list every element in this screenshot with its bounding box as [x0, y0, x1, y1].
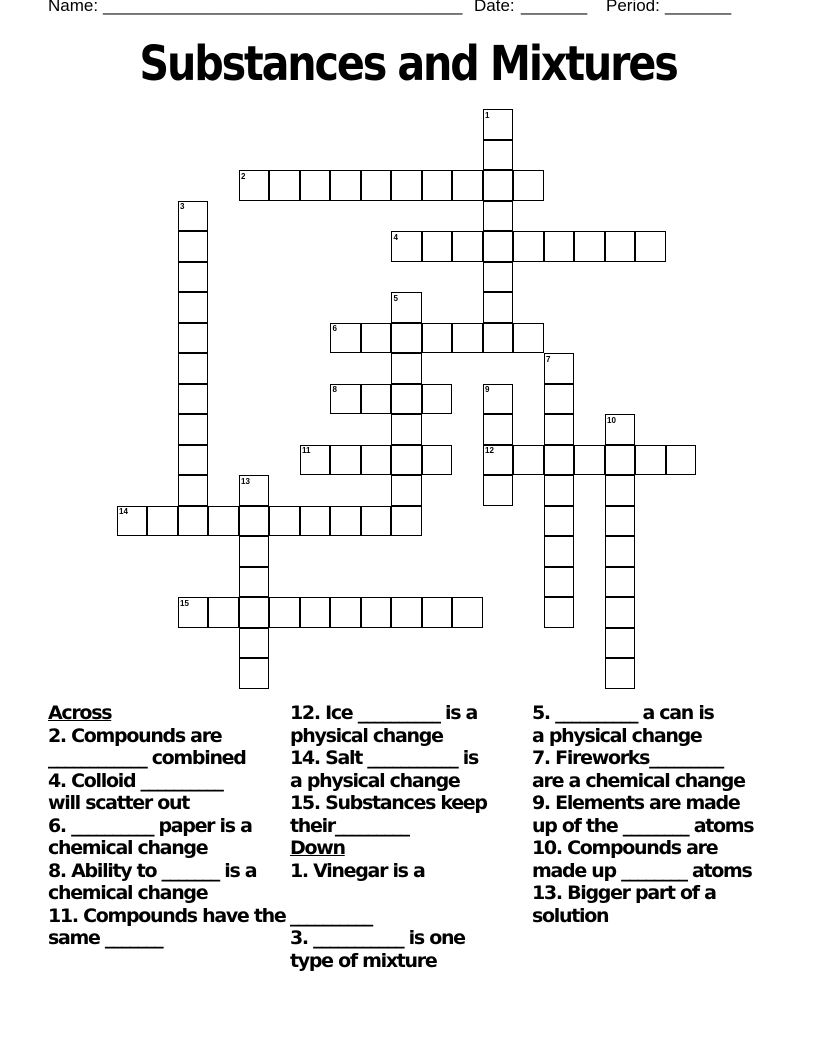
- crossword-cell[interactable]: [330, 506, 361, 537]
- crossword-cell[interactable]: [178, 597, 209, 628]
- clue-line: __________: [290, 904, 373, 927]
- clue-number: 13: [241, 476, 250, 486]
- clue-number: 14: [119, 507, 128, 516]
- crossword-cell[interactable]: [208, 597, 239, 628]
- clue-line: their_________: [290, 814, 409, 837]
- crossword-cell[interactable]: [239, 597, 270, 628]
- clue-number: 8: [332, 385, 337, 394]
- worksheet-title: Substances and Mixtures: [139, 36, 677, 92]
- crossword-cell[interactable]: [452, 597, 483, 628]
- clue-line: made up ________ atoms: [532, 859, 752, 882]
- crossword-cell[interactable]: [117, 506, 148, 537]
- period-line[interactable]: _______: [665, 0, 732, 15]
- crossword-cell[interactable]: [544, 506, 575, 537]
- crossword-cell[interactable]: [605, 506, 636, 537]
- crossword-cell[interactable]: [483, 475, 514, 506]
- crossword-cell[interactable]: [635, 231, 666, 262]
- crossword-cell[interactable]: [361, 384, 392, 415]
- clue-line: a physical change: [532, 724, 702, 747]
- crossword-cell[interactable]: [330, 597, 361, 628]
- crossword-cell[interactable]: [422, 597, 453, 628]
- clue-line: 4. Colloid __________: [48, 769, 223, 792]
- clue-number: 15: [180, 598, 189, 608]
- crossword-cell[interactable]: [483, 414, 514, 445]
- clue-line: 2. Compounds are: [48, 724, 222, 747]
- crossword-cell[interactable]: [391, 231, 422, 262]
- crossword-cell[interactable]: [300, 597, 331, 628]
- crossword-cell[interactable]: [391, 353, 422, 384]
- date-label: Date:: [474, 0, 515, 15]
- crossword-cell[interactable]: [574, 445, 605, 476]
- crossword-cell[interactable]: [391, 597, 422, 628]
- clue-line: 14. Salt ___________ is: [290, 747, 479, 769]
- clues-column-3: [532, 702, 753, 927]
- crossword-cell[interactable]: [605, 445, 636, 476]
- clue-line: will scatter out: [48, 792, 189, 814]
- clue-line: 10. Compounds are: [532, 837, 718, 859]
- crossword-cell[interactable]: [483, 201, 514, 232]
- crossword-cell[interactable]: [330, 323, 361, 354]
- crossword-cell[interactable]: [483, 384, 514, 415]
- crossword-cell[interactable]: [391, 384, 422, 415]
- crossword-cell[interactable]: [178, 201, 209, 232]
- clue-number: 5: [393, 293, 398, 303]
- crossword-cell[interactable]: [239, 658, 270, 689]
- crossword-cell[interactable]: [300, 445, 331, 476]
- crossword-cell[interactable]: [452, 323, 483, 354]
- crossword-cell[interactable]: [178, 323, 209, 354]
- crossword-cell[interactable]: [208, 506, 239, 537]
- crossword-cell[interactable]: [605, 475, 636, 506]
- crossword-cell[interactable]: [422, 231, 453, 262]
- crossword-cell[interactable]: [483, 262, 514, 293]
- clue-line: 3. ___________ is one: [290, 927, 465, 949]
- crossword-cell[interactable]: [544, 536, 575, 567]
- crossword-cell[interactable]: [483, 231, 514, 262]
- crossword-cell[interactable]: [605, 628, 636, 659]
- clue-line: same _______: [48, 927, 163, 949]
- crossword-cell[interactable]: [605, 231, 636, 262]
- clue-number: 9: [485, 385, 490, 394]
- clue-line: 5. __________ a can is: [532, 702, 714, 724]
- crossword-cell[interactable]: [391, 475, 422, 506]
- crossword-cell[interactable]: [300, 506, 331, 537]
- crossword-cell[interactable]: [544, 567, 575, 598]
- crossword-cell[interactable]: [330, 384, 361, 415]
- crossword-cell[interactable]: [330, 170, 361, 201]
- crossword-cell[interactable]: [178, 475, 209, 506]
- crossword-cell[interactable]: [605, 414, 636, 445]
- crossword-cell[interactable]: [239, 536, 270, 567]
- clue-line: a physical change: [290, 769, 460, 792]
- clue-line: are a chemical change: [532, 769, 745, 792]
- crossword-cell[interactable]: [544, 445, 575, 476]
- crossword-cell[interactable]: [452, 231, 483, 262]
- clue-line: ____________ combined: [48, 747, 246, 769]
- crossword-cell[interactable]: [178, 445, 209, 476]
- clue-line: physical change: [290, 724, 443, 747]
- clues-column-1: [48, 702, 285, 950]
- crossword-cell[interactable]: [391, 414, 422, 445]
- crossword-cell[interactable]: [361, 597, 392, 628]
- crossword-cell[interactable]: [178, 292, 209, 323]
- crossword-cell[interactable]: [513, 170, 544, 201]
- clue-line: 8. Ability to _______ is a: [48, 859, 257, 882]
- name-line[interactable]: ______________________________________: [103, 0, 463, 15]
- crossword-cell[interactable]: [361, 170, 392, 201]
- crossword-cell[interactable]: [483, 170, 514, 201]
- crossword-cell[interactable]: [269, 170, 300, 201]
- crossword-cell[interactable]: [605, 536, 636, 567]
- clue-number: 4: [393, 232, 398, 242]
- clue-line: 7. Fireworks_________: [532, 747, 723, 769]
- crossword-cell[interactable]: [239, 567, 270, 598]
- clue-section-heading: Down: [290, 837, 345, 859]
- clue-line: solution: [532, 904, 609, 927]
- crossword-cell[interactable]: [666, 445, 697, 476]
- crossword-cell[interactable]: [239, 506, 270, 537]
- crossword-cell[interactable]: [178, 262, 209, 293]
- crossword-cell[interactable]: [483, 323, 514, 354]
- worksheet-header: [0, 0, 816, 22]
- crossword-cell[interactable]: [361, 445, 392, 476]
- crossword-cell[interactable]: [605, 567, 636, 598]
- crossword-cell[interactable]: [178, 414, 209, 445]
- clues-column-2: [290, 702, 487, 972]
- period-label: Period:: [606, 0, 660, 15]
- clue-line: 6. __________ paper is a: [48, 814, 252, 837]
- crossword-cell[interactable]: [483, 109, 514, 140]
- crossword-cell[interactable]: [635, 445, 666, 476]
- crossword-cell[interactable]: [483, 140, 514, 171]
- clue-section-heading: Across: [48, 702, 112, 724]
- crossword-cell[interactable]: [239, 170, 270, 201]
- crossword-cell[interactable]: [269, 597, 300, 628]
- clue-number: 10: [607, 415, 616, 425]
- crossword-cell[interactable]: [422, 170, 453, 201]
- crossword-cell[interactable]: [178, 231, 209, 262]
- clue-number: 3: [180, 202, 185, 211]
- clue-line: chemical change: [48, 882, 208, 904]
- date-line[interactable]: _______: [521, 0, 588, 15]
- crossword-cell[interactable]: [300, 170, 331, 201]
- crossword-cell[interactable]: [483, 292, 514, 323]
- crossword-cell[interactable]: [544, 414, 575, 445]
- crossword-cell[interactable]: [605, 597, 636, 628]
- crossword-cell[interactable]: [513, 323, 544, 354]
- clue-number: 12: [485, 446, 494, 455]
- clue-line: chemical change: [48, 837, 208, 859]
- crossword-cell[interactable]: [544, 353, 575, 384]
- clue-number: 7: [546, 354, 551, 364]
- clue-line: [290, 882, 487, 905]
- crossword-cell[interactable]: [452, 170, 483, 201]
- crossword-cell[interactable]: [361, 323, 392, 354]
- clue-line: type of mixture: [290, 949, 437, 972]
- crossword-cell[interactable]: [178, 506, 209, 537]
- crossword-cell[interactable]: [544, 475, 575, 506]
- crossword-cell[interactable]: [391, 506, 422, 537]
- clue-line: 15. Substances keep: [290, 792, 487, 814]
- clue-line: 13. Bigger part of a: [532, 882, 716, 904]
- clue-line: 9. Elements are made: [532, 792, 740, 814]
- name-label: Name:: [48, 0, 99, 15]
- crossword-cell[interactable]: [147, 506, 178, 537]
- crossword-cell[interactable]: [422, 384, 453, 415]
- crossword-cell[interactable]: [178, 384, 209, 415]
- crossword-cell[interactable]: [391, 292, 422, 323]
- clue-number: 2: [241, 171, 246, 181]
- crossword-cell[interactable]: [361, 506, 392, 537]
- crossword-cell[interactable]: [178, 353, 209, 384]
- crossword-cell[interactable]: [544, 384, 575, 415]
- crossword-cell[interactable]: [391, 323, 422, 354]
- clue-number: 6: [332, 324, 337, 333]
- crossword-cell[interactable]: [513, 231, 544, 262]
- crossword-cell[interactable]: [330, 445, 361, 476]
- crossword-cell[interactable]: [239, 475, 270, 506]
- clue-line: up of the ________ atoms: [532, 814, 754, 837]
- crossword-cell[interactable]: [239, 628, 270, 659]
- crossword-cell[interactable]: [574, 231, 605, 262]
- crossword-cell[interactable]: [422, 445, 453, 476]
- clue-line: 1. Vinegar is a: [290, 859, 425, 882]
- crossword-cell[interactable]: [269, 506, 300, 537]
- crossword-cell[interactable]: [544, 597, 575, 628]
- crossword-cell[interactable]: [544, 231, 575, 262]
- clue-number: 11: [302, 446, 311, 455]
- crossword-cell[interactable]: [391, 445, 422, 476]
- crossword-cell[interactable]: [513, 445, 544, 476]
- clue-line: 11. Compounds have the: [48, 904, 286, 927]
- crossword-cell[interactable]: [605, 658, 636, 689]
- clue-number: 1: [485, 110, 490, 120]
- crossword-cell[interactable]: [391, 170, 422, 201]
- crossword-cell[interactable]: [483, 445, 514, 476]
- clue-line: 12. Ice __________ is a: [290, 702, 478, 724]
- crossword-cell[interactable]: [422, 323, 453, 354]
